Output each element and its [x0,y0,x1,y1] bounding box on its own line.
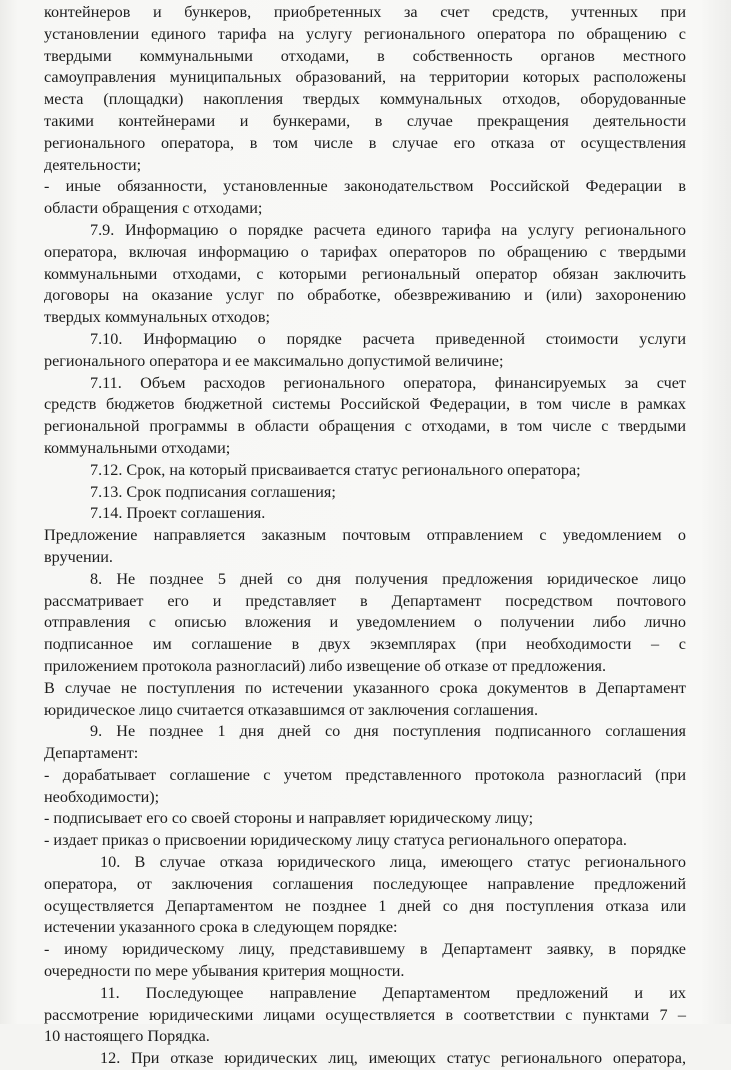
text-line: коммунальными отходами; [44,438,231,457]
text-line: 7.12. Срок, на который присваивается статус регионального оператора; [90,460,581,479]
text-line: контейнеров и бункеров, приобретенных за счет средств, учтенных при [44,3,686,21]
text-line: - издает приказ о присвоении юридическому лицу статуса регионального оператора. [44,831,627,850]
text-line: 7.14. Проект соглашения. [90,504,266,523]
text-line: области обращения с отходами; [44,199,263,218]
text-line: рассмотрение юридическими лицами осуществляется в соответствии с пунктами 7 – [44,1005,686,1024]
text-line: оператора, включая информацию о тарифах операторов по обращению с твердыми [44,242,686,261]
text-line: договоры на оказание услуг по обработке, обезвреживанию и (или) захоронению [44,286,686,305]
text-line: твердыми коммунальными отходами, в собственность органов местного [44,46,686,65]
text-line: подписанное им соглашение в двух экземплярах (при необходимости – с [44,635,686,654]
text-line: 7.13. Срок подписания соглашения; [90,482,336,501]
text-line: вручении. [44,547,113,566]
text-line: необходимости); [44,787,160,806]
text-line: 7.11. Объем расходов регионального оператора, финансируемых за счет [90,373,686,392]
text-line: самоуправления муниципальных образований, на территории которых расположены [44,68,686,87]
text-line: осуществляется Департаментом не позднее 1 дней со дня поступления отказа или [44,896,686,915]
text-line: 7.10. Информацию о порядке расчета приведенной стоимости услуги [90,329,686,348]
text-line: - иному юридическому лицу, представившему в Департамент заявку, в порядке [44,940,686,959]
text-line: регионального оператора, в том числе в случае его отказа от осуществления [44,133,686,152]
text-line: рассматривает его и представляет в Департамент посредством почтового [44,591,686,610]
text-line: оператора, от заключения соглашения последующее направление предложений [44,874,686,893]
document-body [44,2,686,1070]
text-line: - иные обязанности, установленные законодательством Российской Федерации в [44,177,686,196]
text-line: истечении указанного срока в следующем порядке: [44,918,398,937]
text-line: 7.9. Информацию о порядке расчета единого тарифа на услугу регионального [90,220,686,239]
text-line: места (площадки) накопления твердых коммунальных отходов, оборудованные [44,90,686,109]
text-line: регионального оператора и ее максимально допустимой величине; [44,351,504,370]
text-line: отправления с описью вложения и уведомлением о получении либо лично [44,613,686,632]
text-line: твердых коммунальных отходов; [44,308,271,327]
text-line: коммунальными отходами, с которыми региональный оператор обязан заключить [44,264,686,283]
text-line: 11. Последующее направление Департаментом предложений и их [100,983,686,1002]
text-line: очередности по мере убывания критерия мощности. [44,962,405,981]
text-line: 12. При отказе юридических лиц, имеющих статус регионального оператора, [100,1049,686,1068]
text-line: - дорабатывает соглашение с учетом представленного протокола разногласий (при [44,765,686,784]
text-line: региональной программы в области обращения с отходами, в том числе с твердыми [44,417,686,436]
text-line: Департамент: [44,744,139,763]
text-line: средств бюджетов бюджетной системы Российской Федерации, в том числе в рамках [44,395,686,414]
text-line: юридическое лицо считается отказавшимся от заключения соглашения. [44,700,539,719]
text-line: 9. Не позднее 1 дня дней со дня поступления подписанного соглашения [90,722,686,741]
text-line: - подписывает его со своей стороны и направляет юридическому лицу; [44,809,534,828]
text-line: В случае не поступления по истечении указанного срока документов в Департамент [44,678,686,697]
text-line: установлении единого тарифа на услугу регионального оператора по обращению с [44,24,686,43]
text-line: 8. Не позднее 5 дней со дня получения предложения юридическое лицо [90,569,686,588]
text-line: 10 настоящего Порядка. [44,1027,210,1046]
text-line: такими контейнерами и бункерами, в случае прекращения деятельности [44,111,686,130]
text-line: 10. В случае отказа юридического лица, имеющего статус регионального [100,853,686,872]
text-line: Предложение направляется заказным почтовым отправлением с уведомлением о [44,526,686,545]
text-line: деятельности; [44,155,142,174]
text-line: приложением протокола разногласий) либо извещение об отказе от предложения. [44,656,607,675]
